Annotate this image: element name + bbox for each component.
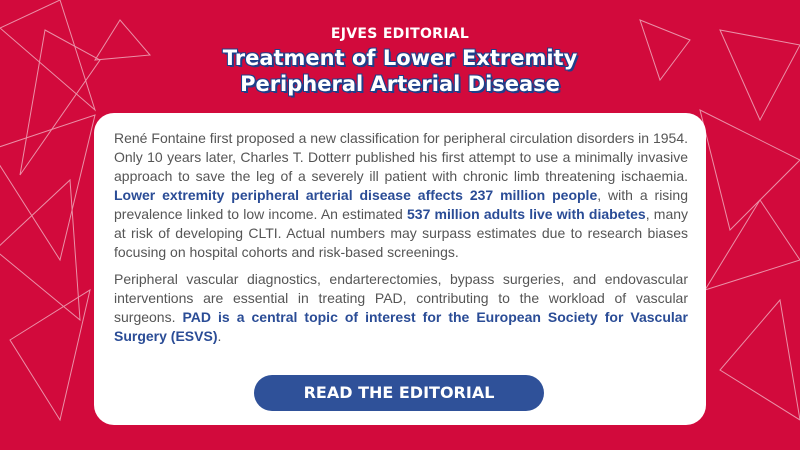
text-segment: René Fontaine first proposed a new classification for peripheral circulation disorders in 1954. Only 10 years later, Charles T. Dotterr published his first attempt to use a minimally invasive approach to save the leg of a severely ill patient with chronic limb threatening ischaemia. [114, 130, 688, 184]
highlight-text: 537 million adults live with diabetes [407, 206, 646, 222]
editorial-kicker: EJVES EDITORIAL [330, 26, 470, 42]
paragraph-1 [114, 129, 688, 262]
content-card [94, 113, 706, 425]
text-segment: , with a rising prevalence linked to low income. An estimated [114, 187, 688, 222]
read-editorial-button[interactable]: READ THE EDITORIAL [254, 375, 544, 411]
text-segment: . [217, 328, 222, 344]
highlight-text: PAD is a central topic of interest for the European Society for Vascular Surgery (ESVS) [114, 309, 688, 344]
triangle-shape [720, 300, 800, 420]
text-segment: Peripheral vascular diagnostics, endarterectomies, bypass surgeries, and endovascular interventions are essential in treating PAD, contributing to the workload of vascular surgeons. [114, 271, 688, 325]
triangle-shape [0, 115, 95, 260]
card-body [114, 129, 688, 354]
text-segment: , many at risk of developing CLTI. Actual numbers may surpass estimates due to research biases focusing on hospital cohorts and risk-based screenings. [114, 206, 689, 260]
triangle-shape [10, 290, 90, 420]
triangle-shape [705, 200, 800, 290]
highlight-text: Lower extremity peripheral arterial disease affects 237 million people [114, 187, 598, 203]
triangle-shape [0, 180, 80, 320]
paragraph-2 [114, 270, 688, 346]
title-line-2: Peripheral Arterial Disease [240, 72, 560, 96]
triangle-shape [700, 110, 800, 230]
title-line-1: Treatment of Lower Extremity [222, 46, 578, 70]
page-title [0, 45, 800, 97]
